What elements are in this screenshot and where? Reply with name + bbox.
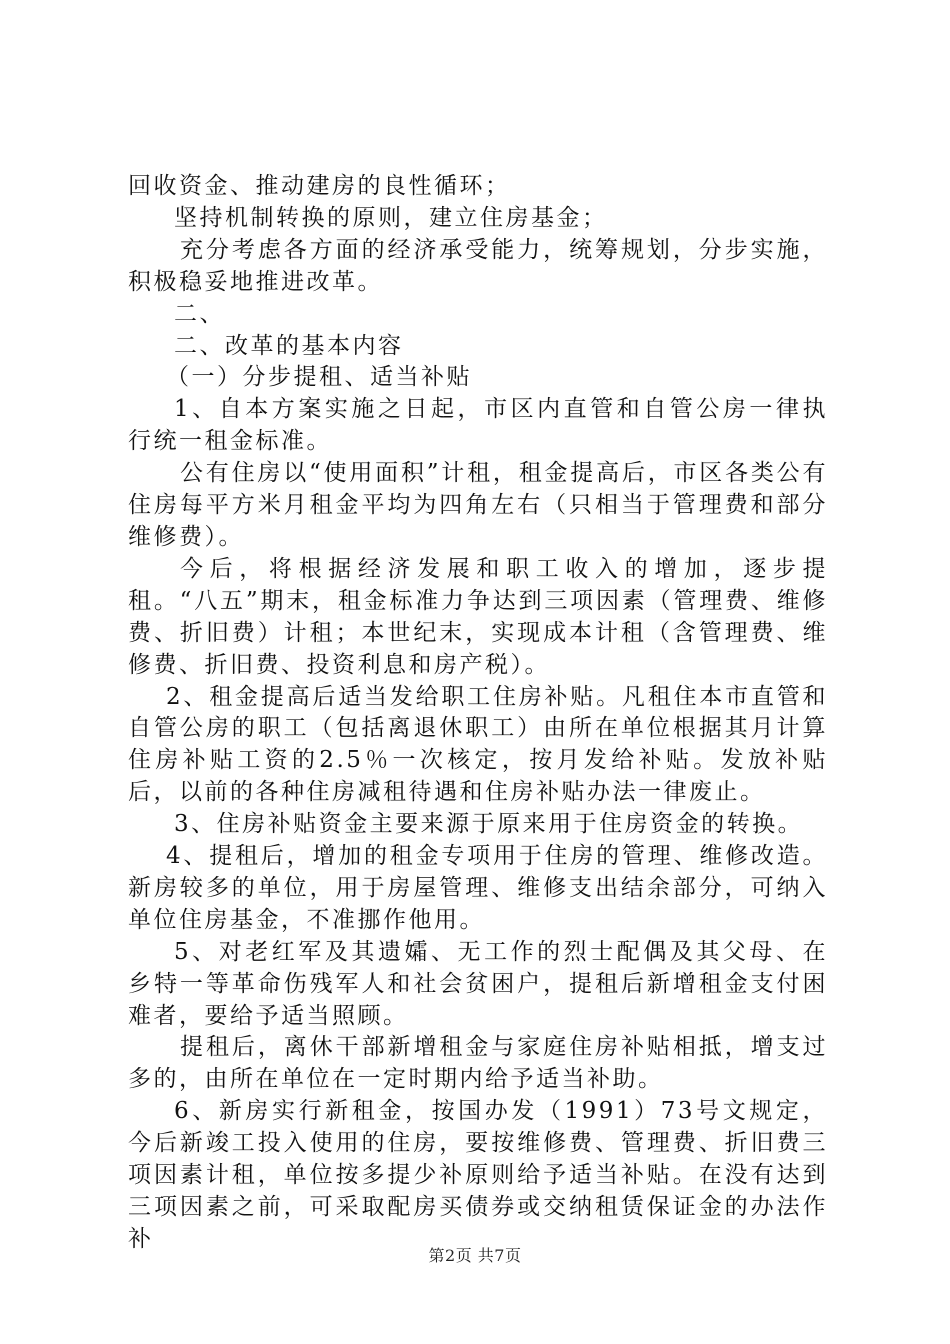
paragraph: 3、住房补贴资金主要来源于原来用于住房资金的转换。 — [174, 811, 804, 838]
paragraph: 坚持机制转换的原则，建立住房基金； — [174, 204, 608, 231]
paragraph: 6、新房实行新租金，按国办发（1991）73号文规定，今后新竣工投入使用的住房，要按维修费、管理费、折旧费三项因素计租，单位按多提少补原则给予适当补贴。在没有达到三项因素之前，可采取配房买债券或交纳租赁保证金的办法作补 — [128, 1098, 828, 1252]
paragraph: 2、租金提高后适当发给职工住房补贴。凡租住本市直管和自管公房的职工（包括离退休职工）由所在单位根据其月计算住房补贴工资的2.5％一次核定，按月发给补贴。发放补贴后，以前的各种住房减租待遇和住房补贴办法一律废止。 — [128, 683, 828, 806]
section-heading: 二、改革的基本内容 — [174, 332, 404, 359]
subsection-heading: （一）分步提租、适当补贴 — [166, 364, 472, 391]
paragraph: 4、提租后，增加的租金专项用于住房的管理、维修改造。新房较多的单位，用于房屋管理、维修支出结余部分，可纳入单位住房基金，不准挪作他用。 — [128, 843, 828, 933]
section-number: 二、 — [174, 300, 225, 327]
page-number-footer: 第2页 共7页 — [428, 1246, 522, 1265]
paragraph: 5、对老红军及其遗孀、无工作的烈士配偶及其父母、在乡特一等革命伤残军人和社会贫困户，提租后新增租金支付困难者，要给予适当照顾。 — [128, 938, 828, 1029]
paragraph: 今后，将根据经济发展和职工收入的增加，逐步提租。“八五”期末，租金标准力争达到三项因素（管理费、维修费、折旧费）计租；本世纪末，实现成本计租（含管理费、维修费、折旧费、投资利息和房产税）。 — [128, 555, 828, 678]
paragraph: 1、自本方案实施之日起，市区内直管和自管公房一律执行统一租金标准。 — [128, 396, 828, 455]
document-body — [128, 171, 828, 1256]
paragraph: 提租后，离休干部新增租金与家庭住房补贴相抵，增支过多的，由所在单位在一定时期内给予适当补助。 — [128, 1034, 828, 1093]
paragraph: 回收资金、推动建房的良性循环； — [128, 173, 511, 199]
paragraph: 公有住房以“使用面积”计租，租金提高后，市区各类公有住房每平方米月租金平均为四角左右（只相当于管理费和部分维修费）。 — [128, 460, 828, 550]
paragraph: 充分考虑各方面的经济承受能力，统筹规划，分步实施，积极稳妥地推进改革。 — [128, 236, 828, 295]
